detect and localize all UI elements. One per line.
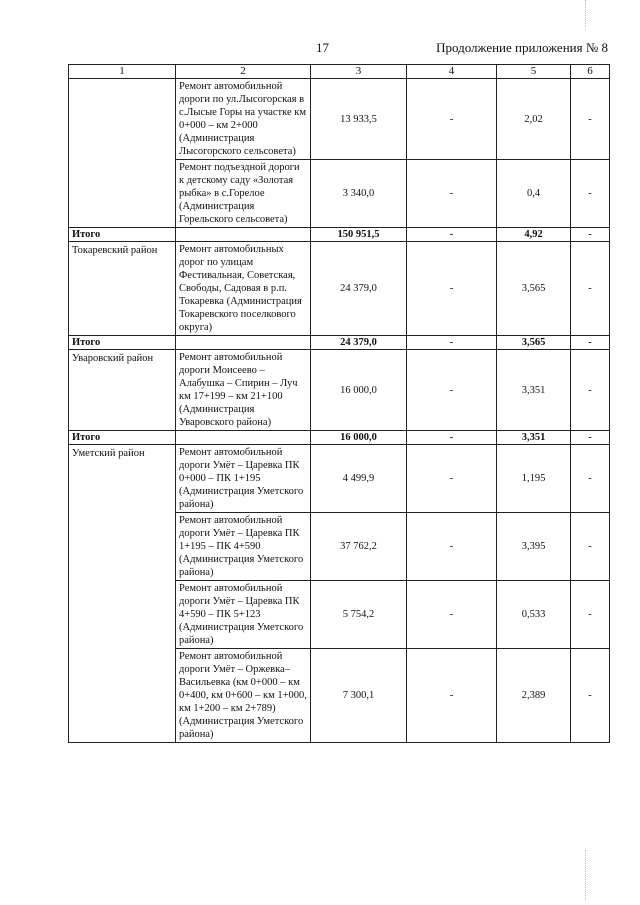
total-sum: 24 379,0 bbox=[311, 336, 407, 350]
total-row bbox=[69, 431, 610, 445]
empty-cell bbox=[176, 336, 311, 350]
col4-value: - bbox=[407, 350, 497, 431]
road-description: Ремонт автомобильной дороги Моисеево – Алабушка – Спирин – Луч км 17+199 – км 21+100 (Администрация Уваровского района) bbox=[176, 350, 311, 431]
appendix-table bbox=[68, 64, 610, 743]
length-value: 2,02 bbox=[497, 79, 571, 160]
road-description: Ремонт автомобильной дороги Умёт – Царевка ПК 4+590 – ПК 5+123 (Администрация Уметского района) bbox=[176, 581, 311, 649]
total-label: Итого bbox=[69, 431, 176, 445]
col4-value: - bbox=[407, 581, 497, 649]
cost-value: 3 340,0 bbox=[311, 160, 407, 228]
cost-value: 5 754,2 bbox=[311, 581, 407, 649]
col4-value: - bbox=[407, 242, 497, 336]
cost-value: 37 762,2 bbox=[311, 513, 407, 581]
road-description: Ремонт автомобильных дорог по улицам Фестивальная, Советская, Свободы, Садовая в р.п. Токаревка (Администрация Токаревского поселкового округа) bbox=[176, 242, 311, 336]
road-description: Ремонт автомобильной дороги Умёт – Царевка ПК 0+000 – ПК 1+195 (Администрация Уметского района) bbox=[176, 445, 311, 513]
total-col6: - bbox=[571, 431, 610, 445]
total-length: 3,351 bbox=[497, 431, 571, 445]
cost-value: 7 300,1 bbox=[311, 649, 407, 743]
total-col6: - bbox=[571, 228, 610, 242]
total-col4: - bbox=[407, 336, 497, 350]
length-value: 3,351 bbox=[497, 350, 571, 431]
col6-value: - bbox=[571, 445, 610, 513]
length-value: 3,395 bbox=[497, 513, 571, 581]
appendix-note: Продолжение приложения № 8 bbox=[436, 40, 608, 55]
total-sum: 150 951,5 bbox=[311, 228, 407, 242]
length-value: 2,389 bbox=[497, 649, 571, 743]
road-description: Ремонт автомобильной дороги по ул.Лысогорская в с.Лысые Горы на участке км 0+000 – км 2+000 (Администрация Лысогорского сельсовета) bbox=[176, 79, 311, 160]
table-row bbox=[69, 242, 610, 336]
total-label: Итого bbox=[69, 336, 176, 350]
length-value: 0,4 bbox=[497, 160, 571, 228]
col4-value: - bbox=[407, 445, 497, 513]
length-value: 3,565 bbox=[497, 242, 571, 336]
length-value: 0,533 bbox=[497, 581, 571, 649]
column-number-row bbox=[69, 65, 610, 79]
total-col6: - bbox=[571, 336, 610, 350]
total-sum: 16 000,0 bbox=[311, 431, 407, 445]
total-row bbox=[69, 228, 610, 242]
col4-value: - bbox=[407, 160, 497, 228]
district-cell: Уметский район bbox=[69, 445, 176, 743]
col6-value: - bbox=[571, 160, 610, 228]
column-header: 5 bbox=[497, 65, 571, 79]
column-header: 3 bbox=[311, 65, 407, 79]
col6-value: - bbox=[571, 242, 610, 336]
col6-value: - bbox=[571, 79, 610, 160]
road-description: Ремонт подъездной дороги к детскому саду «Золотая рыбка» в с.Горелое (Администрация Горельского сельсовета) bbox=[176, 160, 311, 228]
total-col4: - bbox=[407, 228, 497, 242]
table-row bbox=[69, 445, 610, 513]
cost-value: 16 000,0 bbox=[311, 350, 407, 431]
cost-value: 13 933,5 bbox=[311, 79, 407, 160]
table-body bbox=[69, 79, 610, 743]
col6-value: - bbox=[571, 350, 610, 431]
total-length: 3,565 bbox=[497, 336, 571, 350]
total-row bbox=[69, 336, 610, 350]
column-header: 1 bbox=[69, 65, 176, 79]
empty-cell bbox=[176, 431, 311, 445]
empty-cell bbox=[176, 228, 311, 242]
cost-value: 24 379,0 bbox=[311, 242, 407, 336]
margin-mark bbox=[585, 850, 586, 900]
road-description: Ремонт автомобильной дороги Умёт – Оржевка– Васильевка (км 0+000 – км 0+400, км 0+600 – км 1+000, км 1+200 – км 2+789) (Администрация Уметского района) bbox=[176, 649, 311, 743]
total-length: 4,92 bbox=[497, 228, 571, 242]
page-number: 17 bbox=[316, 40, 329, 55]
table-row bbox=[69, 79, 610, 160]
length-value: 1,195 bbox=[497, 445, 571, 513]
col4-value: - bbox=[407, 649, 497, 743]
total-label: Итого bbox=[69, 228, 176, 242]
cost-value: 4 499,9 bbox=[311, 445, 407, 513]
total-col4: - bbox=[407, 431, 497, 445]
margin-mark bbox=[585, 0, 586, 30]
column-header: 2 bbox=[176, 65, 311, 79]
col6-value: - bbox=[571, 513, 610, 581]
col6-value: - bbox=[571, 649, 610, 743]
district-cell bbox=[69, 79, 176, 228]
col6-value: - bbox=[571, 581, 610, 649]
column-header: 6 bbox=[571, 65, 610, 79]
district-cell: Уваровский район bbox=[69, 350, 176, 431]
road-description: Ремонт автомобильной дороги Умёт – Царевка ПК 1+195 – ПК 4+590 (Администрация Уметского района) bbox=[176, 513, 311, 581]
district-cell: Токаревский район bbox=[69, 242, 176, 336]
col4-value: - bbox=[407, 513, 497, 581]
table-row bbox=[69, 350, 610, 431]
column-header: 4 bbox=[407, 65, 497, 79]
col4-value: - bbox=[407, 79, 497, 160]
